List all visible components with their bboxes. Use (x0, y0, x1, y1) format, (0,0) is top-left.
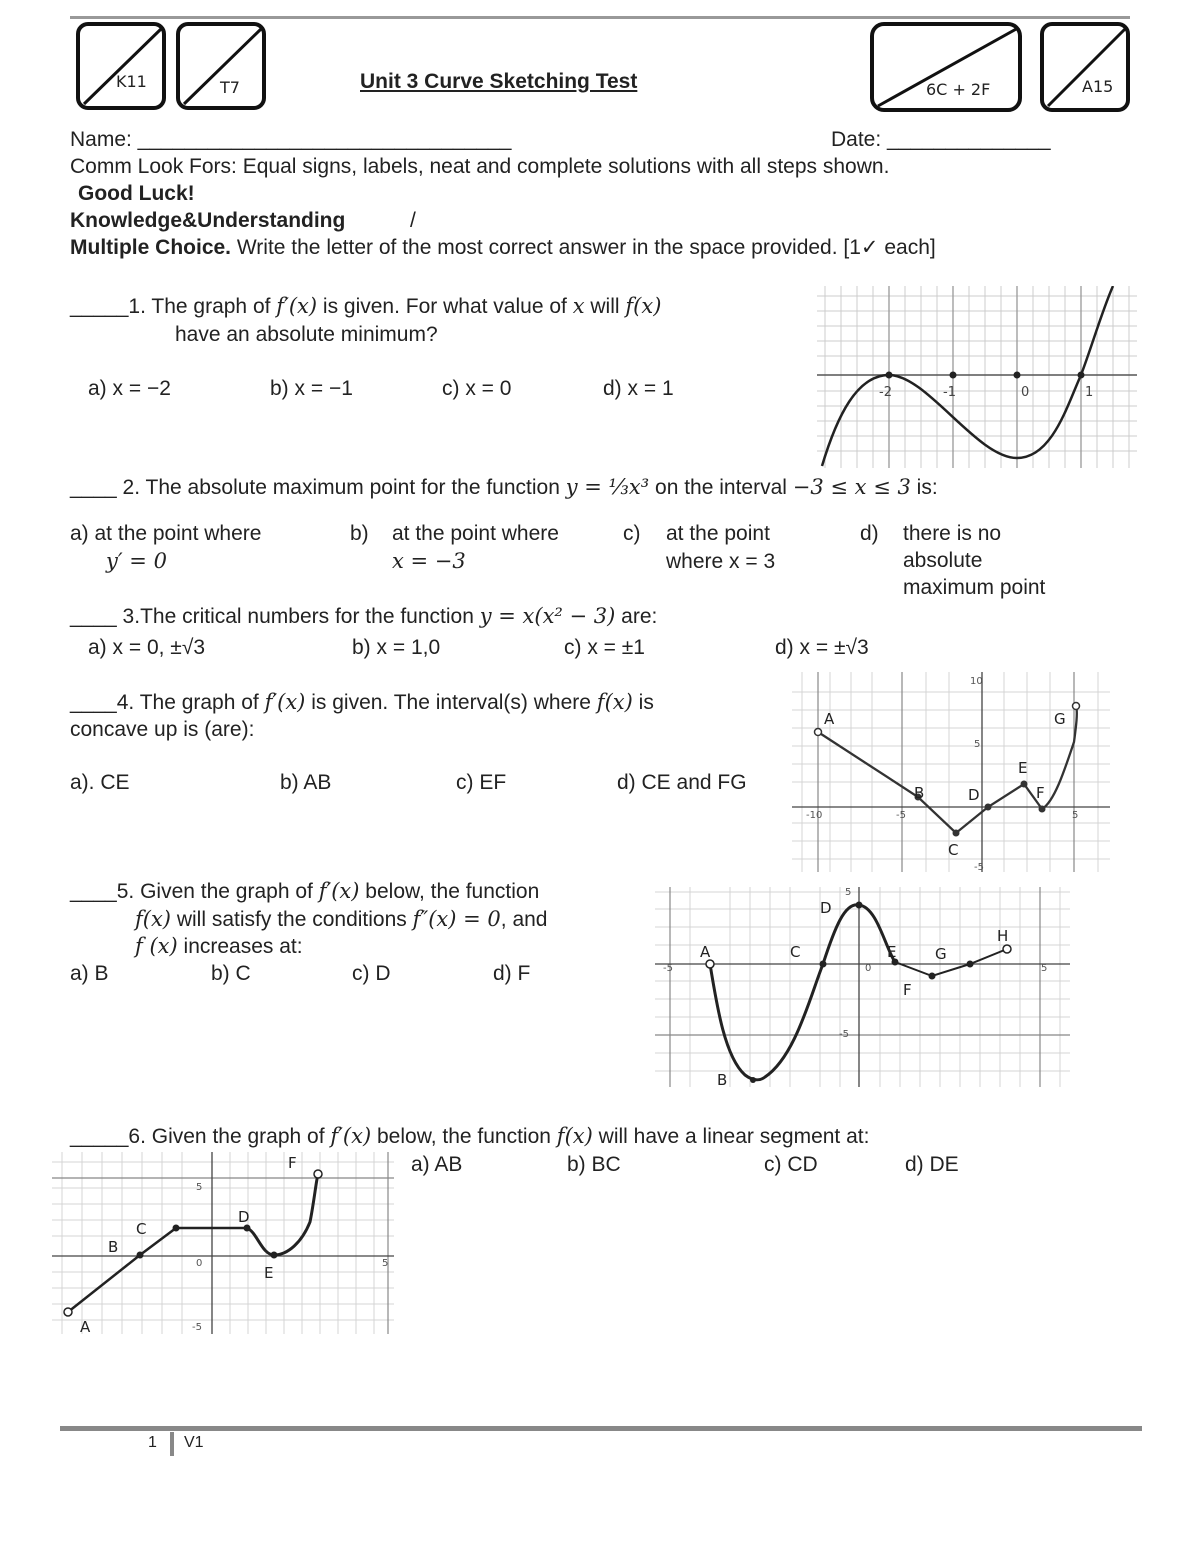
q1-option-b: b) x = −1 (270, 377, 353, 400)
q2-option-b-l1: at the point where (392, 522, 559, 545)
q6-option-b: b) BC (567, 1153, 621, 1176)
q3-func: y = x(x² − 3) (479, 604, 616, 628)
q6-end: will have a linear segment at: (592, 1125, 870, 1148)
g4-tick-5y: 5 (196, 1182, 203, 1193)
q2-option-b-label: b) (350, 522, 369, 545)
g2-point-f: F (1036, 784, 1045, 802)
q4-option-a: a). CE (70, 771, 130, 794)
footer-version: V1 (184, 1434, 204, 1451)
q6-prompt (70, 1123, 869, 1150)
q4-f: f(x) (596, 690, 633, 714)
g4-tick-0: 0 (196, 1258, 203, 1269)
g4-tick-neg5: -5 (192, 1322, 202, 1333)
q5-l2-mid: will satisfy the conditions (171, 908, 413, 931)
q2-option-c-l2: where x = 3 (666, 550, 776, 573)
q4-end: is (632, 691, 654, 714)
q6-mid: below, the function (371, 1125, 557, 1148)
g2-point-d: D (968, 786, 980, 804)
mark-box-communication (870, 22, 1024, 112)
q1-answer-blank[interactable]: _____ (70, 295, 129, 318)
g1-tick-neg2: -2 (879, 385, 892, 400)
q2-option-a-l2: y′ = 0 (106, 549, 167, 573)
q3-lead: 3.The critical numbers for the function (116, 605, 480, 628)
q3-end: are: (615, 605, 658, 628)
g2-point-g: G (1054, 710, 1066, 728)
q1-fprime: f′(x) (276, 294, 318, 318)
q5-l3-f: f (x) (135, 934, 178, 958)
g3-point-e: E (887, 943, 897, 961)
top-rule (70, 16, 1130, 19)
g3-tick-5x: 5 (1041, 963, 1048, 974)
q5-option-d: d) F (493, 962, 531, 985)
mc-instructions (70, 234, 936, 261)
g3-point-a: A (700, 943, 711, 961)
g4-point-f: F (288, 1154, 297, 1172)
q2-interval: −3 ≤ x ≤ 3 (792, 475, 911, 499)
mark-box-application (1040, 22, 1130, 112)
comm-look-fors: Comm Look Fors: Equal signs, labels, neat and complete solutions with all steps shown. (70, 155, 890, 178)
q2-func: y = ⅓x³ (565, 475, 650, 499)
q5-l2-f: f(x) (135, 907, 172, 931)
q2-option-c-l1: at the point (666, 522, 770, 545)
q2-option-b-l2: x = −3 (392, 549, 466, 573)
mark-c: 6C + 2F (926, 80, 991, 99)
q1-lead: 1. The graph of (128, 295, 277, 318)
q5-end: below, the function (359, 880, 540, 903)
g2-tick-neg5: -5 (896, 810, 906, 821)
graph-q5-fprime (655, 887, 1070, 1087)
q4-lead: 4. The graph of (116, 691, 265, 714)
q1-f: f(x) (625, 294, 662, 318)
g3-tick-0: 0 (865, 963, 872, 974)
q2-option-c-label: c) (623, 522, 641, 545)
g3-point-c: C (790, 943, 801, 961)
q1-prompt (70, 293, 661, 320)
g2-point-a: A (824, 710, 835, 728)
q5-option-a: a) B (70, 962, 109, 985)
q5-prompt-line3 (135, 933, 303, 960)
q5-option-b: b) C (211, 962, 251, 985)
g3-point-h: H (997, 927, 1009, 945)
q3-prompt (70, 603, 657, 630)
q2-answer-blank[interactable]: ____ (70, 476, 117, 499)
g2-tick-5: 5 (974, 739, 981, 750)
graph-q4-fprime (792, 672, 1110, 872)
footer-divider (170, 1432, 174, 1456)
q6-answer-blank[interactable]: _____ (70, 1125, 129, 1148)
q6-option-a: a) AB (411, 1153, 463, 1176)
mark-k: K11 (116, 72, 147, 91)
q5-answer-blank[interactable]: ____ (70, 880, 117, 903)
g3-point-d: D (820, 899, 832, 917)
date-field[interactable]: Date: ______________ (831, 128, 1051, 151)
g3-point-b: B (717, 1071, 728, 1087)
q1-x: x (572, 294, 585, 318)
q1-option-a: a) x = −2 (88, 377, 171, 400)
footer-rule (60, 1426, 1142, 1431)
good-luck: Good Luck! (78, 182, 195, 205)
q2-option-d-label: d) (860, 522, 879, 545)
g1-tick-neg1: -1 (943, 385, 956, 400)
mark-t: T7 (220, 78, 240, 97)
mark-box-knowledge (76, 22, 168, 110)
g2-point-c: C (948, 841, 959, 859)
g2-tick-10: 10 (970, 676, 983, 687)
q5-l2-cond: f″(x) = 0 (412, 907, 501, 931)
mark-a: A15 (1082, 77, 1114, 96)
q1-mid: is given. For what value of (317, 295, 573, 318)
q2-lead: 2. The absolute maximum point for the function (116, 476, 566, 499)
g3-tick-5: 5 (845, 887, 852, 898)
q5-lead: 5. Given the graph of (116, 880, 319, 903)
g1-tick-0: 0 (1021, 385, 1030, 400)
g2-tick-neg10: -10 (806, 810, 823, 821)
q6-fprime: f′(x) (330, 1124, 372, 1148)
q2-option-d-l3: maximum point (903, 576, 1046, 599)
q3-option-c: c) x = ±1 (564, 636, 645, 659)
q4-option-c: c) EF (456, 771, 507, 794)
q5-l3-end: increases at: (177, 935, 303, 958)
mc-heading: Multiple Choice. (70, 236, 232, 259)
q2-option-d-l1: there is no (903, 522, 1002, 545)
q4-option-b: b) AB (280, 771, 332, 794)
q2-option-a-l1: a) at the point where (70, 522, 262, 545)
q6-option-d: d) DE (905, 1153, 959, 1176)
q1-prompt-line2: have an absolute minimum? (175, 323, 438, 346)
q4-prompt-line2: concave up is (are): (70, 718, 255, 741)
q2-end: is: (910, 476, 938, 499)
g1-tick-1: 1 (1085, 385, 1094, 400)
q1-option-d: d) x = 1 (603, 377, 674, 400)
q4-answer-blank[interactable]: ____ (70, 691, 117, 714)
q1-option-c: c) x = 0 (442, 377, 512, 400)
q6-lead: 6. Given the graph of (128, 1125, 331, 1148)
q3-answer-blank[interactable]: ____ (70, 605, 117, 628)
ku-heading: Knowledge&Understanding (70, 209, 346, 232)
q2-option-d-l2: absolute (903, 549, 983, 572)
ku-score-slash: / (410, 209, 416, 232)
g4-point-c: C (136, 1220, 147, 1238)
name-field[interactable]: Name: ________________________________ (70, 128, 512, 151)
q5-prompt-line2 (135, 906, 548, 933)
q3-option-b: b) x = 1,0 (352, 636, 441, 659)
q5-l2-end: , and (500, 908, 548, 931)
q1-mid2: will (584, 295, 626, 318)
q4-fprime: f′(x) (264, 690, 306, 714)
g2-tick-neg5y: -5 (974, 862, 984, 872)
g2-point-e: E (1018, 759, 1028, 777)
q4-mid: is given. The interval(s) where (305, 691, 597, 714)
g3-point-g: G (935, 945, 947, 963)
graph-q1-fprime (817, 286, 1137, 468)
q3-option-d: d) x = ±√3 (775, 636, 869, 659)
g3-tick-neg5x: -5 (663, 963, 673, 974)
mark-box-thinking (176, 22, 268, 110)
mc-text: Write the letter of the most correct answer in the space provided. [1✓ each] (231, 236, 936, 259)
footer-page-number: 1 (148, 1434, 157, 1451)
q6-option-c: c) CD (764, 1153, 818, 1176)
g4-point-d: D (238, 1208, 250, 1226)
g4-point-b: B (108, 1238, 119, 1256)
q4-option-d: d) CE and FG (617, 771, 747, 794)
g3-tick-neg5y: -5 (839, 1029, 849, 1040)
g4-point-e: E (264, 1264, 274, 1282)
q4-prompt (70, 689, 654, 716)
q2-mid: on the interval (649, 476, 793, 499)
q2-prompt (70, 474, 938, 501)
g4-point-a: A (80, 1318, 91, 1334)
page-title: Unit 3 Curve Sketching Test (360, 70, 638, 93)
q5-option-c: c) D (352, 962, 391, 985)
q6-f: f(x) (556, 1124, 593, 1148)
g4-tick-5x: 5 (382, 1258, 389, 1269)
q3-option-a: a) x = 0, ±√3 (88, 636, 206, 659)
g3-point-f: F (903, 981, 912, 999)
q5-prompt (70, 878, 539, 905)
graph-q6-fprime (52, 1152, 394, 1334)
g2-tick-5x: 5 (1072, 810, 1079, 821)
q5-fprime: f′(x) (318, 879, 360, 903)
g2-point-b: B (914, 784, 925, 802)
